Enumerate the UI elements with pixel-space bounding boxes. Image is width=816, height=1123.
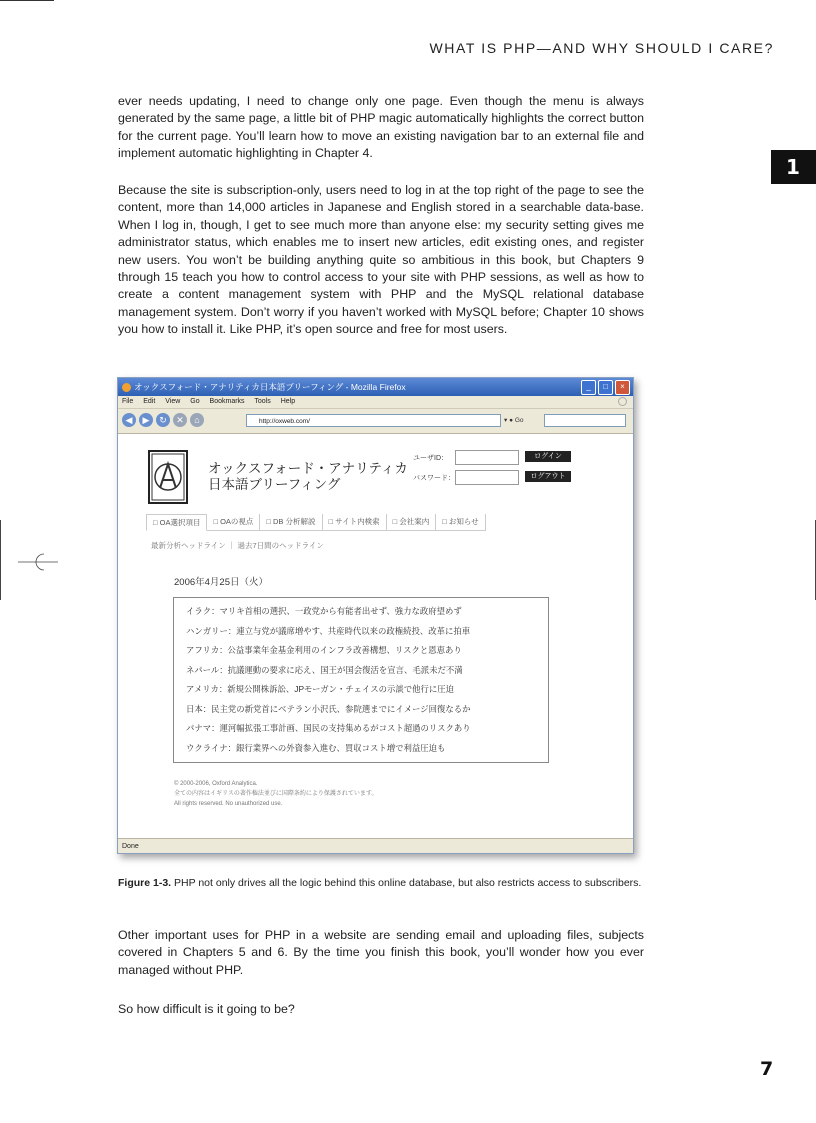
figure-caption — [118, 876, 644, 890]
search-input[interactable] — [544, 414, 626, 427]
menu-help[interactable]: Help — [280, 398, 296, 405]
tab-company-info[interactable]: □ 会社案内 — [387, 514, 437, 530]
headline-link[interactable]: アメリカ：新規公開株訴訟、JPモーガン・チェイスの示談で他行に圧迫 — [186, 684, 454, 694]
headline-link[interactable]: アフリカ：公益事業年金基金利用のインフラ改善構想、リスクと恩恵あり — [186, 645, 462, 655]
site-name-line2: 日本語ブリーフィング — [208, 477, 341, 492]
user-id-label: ユーザID： — [413, 455, 448, 462]
page-number: 7 — [760, 1058, 774, 1080]
forward-arrow-icon[interactable]: ▶ — [139, 413, 153, 427]
menu-view[interactable]: View — [165, 398, 181, 405]
minimize-icon[interactable]: _ — [581, 380, 596, 395]
tab-site-search[interactable]: □ サイト内検索 — [323, 514, 387, 530]
tab-db-analysis[interactable]: □ DB 分析解説 — [260, 514, 322, 530]
web-page-content — [118, 434, 633, 838]
headline-link[interactable]: イラク：マリキ首相の選択、一政党から有能者出せず、強力な政府望めず — [186, 606, 462, 616]
menu-go[interactable]: Go — [190, 398, 200, 405]
figure-caption-text: PHP not only drives all the logic behind this online database, but also restricts access to subscribers. — [171, 877, 642, 889]
password-label: パスワード： — [413, 475, 455, 482]
menu-file[interactable]: File — [122, 398, 134, 405]
copyright-line: All rights reserved. No unauthorized use. — [174, 801, 283, 807]
headline-link[interactable]: ウクライナ：銀行業界への外資参入進む、買収コスト増で利益圧迫も — [186, 742, 446, 753]
firefox-icon — [122, 383, 131, 392]
copyright-line: 全ての内容はイギリスの著作権法並びに国際条約により保護されています。 — [174, 791, 378, 797]
login-button[interactable]: ログイン — [525, 451, 571, 462]
paragraph: So how difficult is it going to be? — [118, 1002, 295, 1016]
browser-status-bar: Done — [118, 838, 633, 853]
site-name — [208, 461, 408, 493]
headline-link[interactable]: ハンガリー：連立与党が議席増やす、共産時代以来の政権続投、改革に拍車 — [186, 625, 471, 636]
site-copyright — [174, 779, 377, 809]
password-input[interactable] — [455, 470, 519, 485]
paragraph: Because the site is subscription-only, users need to log in at the top right of the page to see the content, more than 14,000 articles in Japanese and English stored in a searchable data-base. When I log in, though, I get to see much more than anyone else: my security setting gives me administrator status, which enables me to insert new articles, edit existing ones, and register new users. You won’t be building anything quite so ambitious in this book, but Chapters 9 through 15 teach you how to control access to your site with PHP sessions, as well as how to create a content management system with PHP and the MySQL relational database management system. Don’t worry if you haven’t worked with MySQL before; Chapter 10 shows you how to install it. Like PHP, it’s open source and free for most users. — [118, 183, 644, 337]
navigation-toolbar — [118, 409, 633, 434]
menu-bookmarks[interactable]: Bookmarks — [209, 398, 245, 405]
tab-oa-selection[interactable]: □ OA選択項目 — [146, 514, 207, 531]
site-nav-tabs — [146, 514, 486, 531]
running-head: WHAT IS PHP—AND WHY SHOULD I CARE? — [429, 40, 774, 56]
throbber-icon — [618, 397, 627, 406]
go-label: Go — [514, 417, 524, 424]
reload-icon[interactable]: ↻ — [156, 413, 170, 427]
browser-menu-bar — [118, 396, 633, 409]
user-id-input[interactable] — [455, 450, 519, 465]
top-rule — [0, 0, 54, 1]
site-name-line1: オックスフォード・アナリティカ — [208, 461, 408, 476]
browser-title: オックスフォード・アナリティカ日本語ブリーフィング - Mozilla Firefox — [134, 382, 406, 392]
close-icon[interactable]: × — [615, 380, 630, 395]
registration-mark-icon — [18, 552, 58, 572]
headline-subnav[interactable]: 最新分析ヘッドライン ｜ 過去7日間のヘッドライン — [151, 541, 324, 550]
menu-edit[interactable]: Edit — [143, 398, 156, 405]
menu-tools[interactable]: Tools — [254, 398, 271, 405]
headline-link[interactable]: パナマ：運河幅拡張工事計画、国民の支持集めるがコスト超過のリスクあり — [186, 723, 471, 733]
tab-notices[interactable]: □ お知らせ — [436, 514, 485, 530]
browser-window — [117, 377, 634, 854]
browser-title-bar[interactable] — [118, 378, 633, 396]
go-button[interactable]: ▾ ● Go — [504, 417, 524, 424]
date-heading: 2006年4月25日（火） — [174, 577, 268, 588]
headline-list — [173, 597, 549, 763]
home-icon[interactable]: ⌂ — [190, 413, 204, 427]
paragraph: ever needs updating, I need to change only one page. Even though the menu is always generated by the same page, a little bit of PHP magic automatically highlights the correct button for the current page. You’ll learn how to move an existing navigation bar to an external file and implement automatic highlighting in Chapter 4. — [118, 94, 644, 161]
headline-link[interactable]: 日本：民主党の新党首にベテラン小沢氏、参院選までにイメージ回復なるか — [186, 703, 471, 714]
chapter-tab — [771, 150, 816, 184]
copyright-line: © 2000-2006, Oxford Analytica. — [174, 781, 258, 787]
margin-rule-left — [0, 520, 1, 600]
tab-oa-viewpoint[interactable]: □ OAの視点 — [207, 514, 260, 530]
oxford-analytica-logo-icon[interactable] — [148, 450, 188, 504]
maximize-icon[interactable]: □ — [598, 380, 613, 395]
logout-button[interactable]: ログアウト — [525, 471, 571, 482]
back-arrow-icon[interactable]: ◀ — [122, 413, 136, 427]
paragraph: Other important uses for PHP in a website are sending email and uploading files, subjects covered in Chapters 5 and 6. By the time you finish this book, you’ll wonder how you ever managed without PHP. — [118, 928, 644, 977]
figure-label: Figure 1-3. — [118, 877, 172, 889]
chapter-number: 1 — [786, 155, 800, 179]
stop-icon[interactable]: ✕ — [173, 413, 187, 427]
window-controls — [581, 380, 630, 395]
headline-link[interactable]: ネパール：抗議運動の要求に応え、国王が国会復活を宣言、毛派未だ不満 — [186, 664, 463, 675]
address-bar[interactable]: http://oxweb.com/ — [246, 414, 501, 427]
